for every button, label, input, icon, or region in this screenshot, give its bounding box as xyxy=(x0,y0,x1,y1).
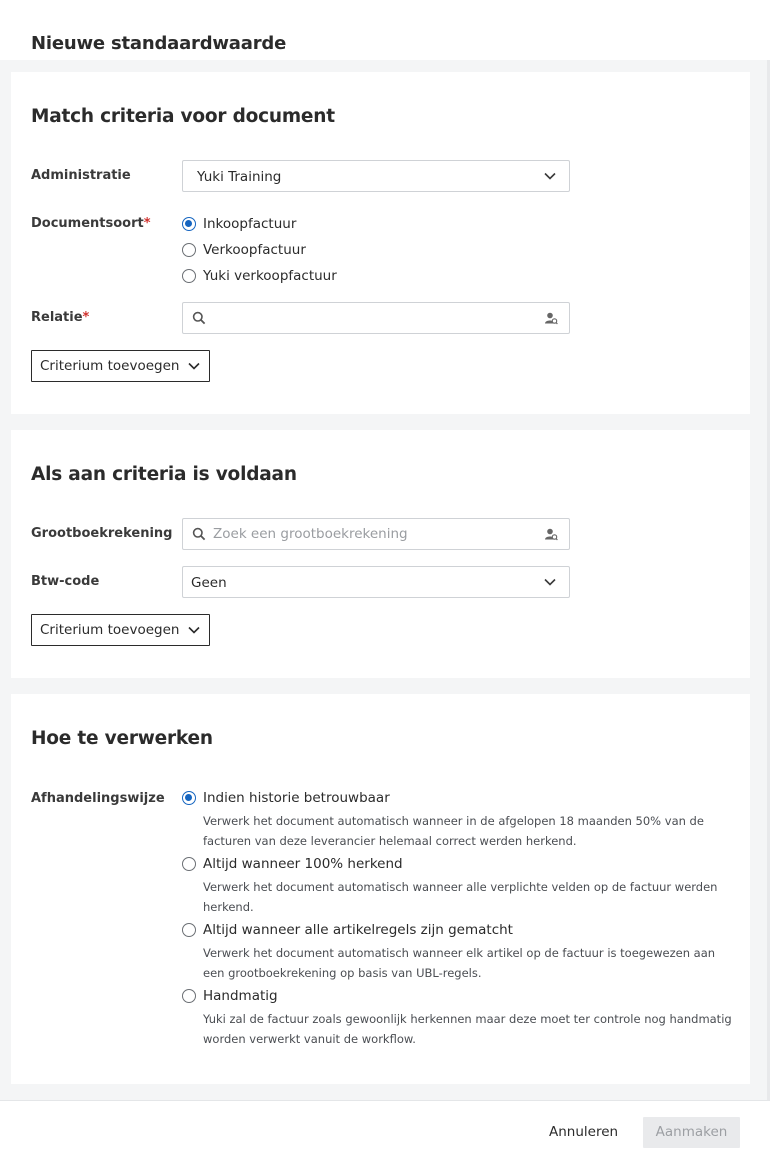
required-marker: * xyxy=(143,216,151,231)
add-criterion-button[interactable] xyxy=(31,614,210,646)
radio-label: Altijd wanneer 100% herkend xyxy=(203,856,403,872)
contact-lookup-icon[interactable] xyxy=(544,311,558,325)
administratie-label: Administratie xyxy=(31,168,131,183)
section-title: Als aan criteria is voldaan xyxy=(31,464,297,485)
grootboek-label: Grootboekrekening xyxy=(31,526,173,541)
action-criteria-card xyxy=(11,430,750,678)
btw-code-select[interactable] xyxy=(182,566,570,598)
required-marker: * xyxy=(82,310,90,325)
match-criteria-card xyxy=(11,72,750,414)
administratie-select[interactable] xyxy=(182,160,570,192)
chevron-down-icon xyxy=(543,169,557,183)
btw-code-label: Btw-code xyxy=(31,574,100,589)
documentsoort-label: Documentsoort* xyxy=(31,216,151,231)
radio-button[interactable] xyxy=(182,923,196,937)
radio-label: Altijd wanneer alle artikelregels zijn gematcht xyxy=(203,922,513,938)
administratie-value: Yuki Training xyxy=(197,169,282,185)
radio-button[interactable] xyxy=(182,989,196,1003)
add-criterion-button[interactable] xyxy=(31,350,210,382)
search-icon xyxy=(192,311,206,325)
section-title: Match criteria voor document xyxy=(31,106,335,127)
dialog-title: Nieuwe standaardwaarde xyxy=(31,33,287,54)
grootboek-search-field[interactable] xyxy=(182,518,570,550)
processing-card xyxy=(11,694,750,1084)
create-button[interactable]: Aanmaken xyxy=(643,1117,740,1148)
chevron-down-icon xyxy=(187,623,201,637)
radio-button[interactable] xyxy=(182,243,196,257)
dialog-header xyxy=(0,0,770,60)
section-title: Hoe te verwerken xyxy=(31,728,213,749)
dialog-footer xyxy=(0,1100,770,1161)
radio-label: Indien historie betrouwbaar xyxy=(203,790,390,806)
radio-label: Verkoopfactuur xyxy=(203,242,306,258)
radio-description: Yuki zal de factuur zoals gewoonlijk herkennen maar deze moet ter controle nog handmatig worden verwerkt vanuit de workflow. xyxy=(203,1012,732,1046)
radio-button-checked[interactable] xyxy=(182,217,196,231)
relatie-input[interactable] xyxy=(213,303,533,333)
relatie-label: Relatie* xyxy=(31,310,90,325)
chevron-down-icon xyxy=(543,575,557,589)
chevron-down-icon xyxy=(187,359,201,373)
cancel-button[interactable]: Annuleren xyxy=(549,1124,619,1140)
btw-code-value: Geen xyxy=(191,575,227,591)
radio-description: Verwerk het document automatisch wanneer elk artikel op de factuur is toegewezen aan een grootboekrekening op basis van UBL-regels. xyxy=(203,946,716,980)
radio-label: Handmatig xyxy=(203,988,278,1004)
add-criterion-label: Criterium toevoegen xyxy=(40,358,180,374)
radio-description: Verwerk het document automatisch wanneer in de afgelopen 18 maanden 50% van de facturen van deze leverancier helemaal correct werden herkend. xyxy=(203,814,704,848)
afhandelingswijze-label: Afhandelingswijze xyxy=(31,791,165,806)
relatie-search-field[interactable] xyxy=(182,302,570,334)
add-criterion-label: Criterium toevoegen xyxy=(40,622,180,638)
radio-label: Yuki verkoopfactuur xyxy=(203,268,337,284)
grootboek-input[interactable] xyxy=(213,519,533,549)
radio-button[interactable] xyxy=(182,269,196,283)
radio-button[interactable] xyxy=(182,857,196,871)
radio-label: Inkoopfactuur xyxy=(203,216,297,232)
contact-lookup-icon[interactable] xyxy=(544,527,558,541)
radio-description: Verwerk het document automatisch wanneer alle verplichte velden op de factuur werden herkend. xyxy=(203,880,718,914)
radio-button-checked[interactable] xyxy=(182,791,196,805)
search-icon xyxy=(192,527,206,541)
